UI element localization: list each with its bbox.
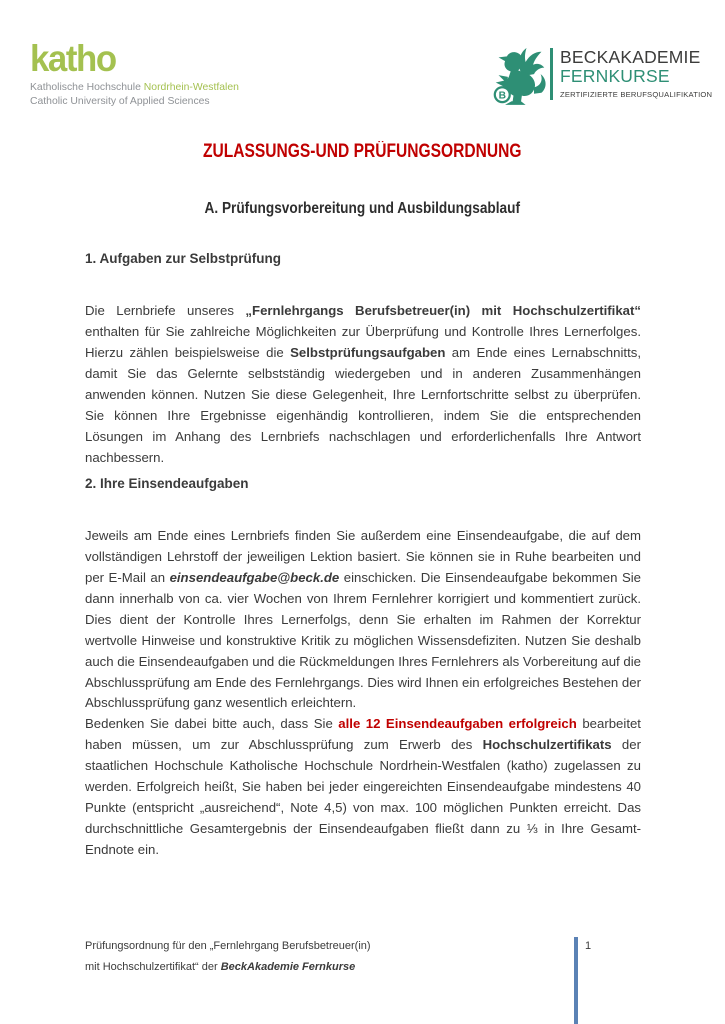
- text-run: einschicken. Die Einsendeaufgabe bekommen Sie dann innerhalb von ca. vier Wochen von Ihrem Fernlehrer korrigiert und kommentiert zurück. Dies dient der Kontrolle Ihres Lernerfolgs, denn Sie erhalten im Rahmen der Korrektur wertvolle Hinweise und konstruktive Kritik zu möglichen Wissensdefiziten. Nutzen Sie deshalb auch die Einsendeaufgaben und die Rückmeldungen Ihres Fernlehrers als Vorbereitung auf die Abschlussprüfung am Ende des Fernlehrgangs. Dies wird Ihnen ein erfolgreiches Bestehen der Abschlussprüfung ganz wesentlich erleichtern.: [85, 570, 642, 711]
- section-a-title: A. Prüfungsvorbereitung und Ausbildungsablauf: [204, 200, 521, 217]
- katho-subline-en: Catholic University of Applied Sciences: [30, 96, 210, 107]
- text-run: bearbeitet haben müssen, um zur Abschlussprüfung zum Erwerb des: [85, 716, 641, 753]
- paragraph-1: [85, 301, 641, 468]
- text-run: der staatlichen Hochschule Katholische Hochschule Nordrhein-Westfalen (katho) zugelassen zu werden. Erfolgreich heißt, Sie haben bei jeder eingereichten Einsendeaufgabe mindestens 40 Punkte (entspricht „ausreichend“, Note 4,5) von max. 100 möglichen Punkten erreicht. Das durchschnittliche Gesamtergebnis der Einsendeaufgaben fließt dann zu ⅓ in Ihre Gesamt-Endnote ein.: [85, 737, 641, 857]
- text-run: Bedenken Sie dabei bitte auch, dass Sie: [85, 716, 339, 732]
- footer-line1: Prüfungsordnung für den „Fernlehrgang Berufsbetreuer(in): [85, 940, 371, 952]
- katho-subline: [30, 81, 239, 109]
- beck-name: BECKAKADEMIE: [560, 47, 701, 67]
- footer-line2-prefix: mit Hochschulzertifikat“ der: [85, 960, 221, 973]
- footer-brand: BeckAkademie Fernkurse: [220, 960, 356, 973]
- text-run: „Fernlehrgangs Berufsbetreuer(in) mit Hochschulzertifikat“: [245, 303, 642, 319]
- section-2-heading: 2. Ihre Einsendeaufgaben: [85, 476, 249, 491]
- footer-text: [85, 936, 371, 977]
- beck-logo-text: [560, 46, 712, 99]
- beck-fernkurse: FERNKURSE: [560, 66, 670, 86]
- text-run: am Ende eines Lernabschnitts, damit Sie das Gelernte selbstständig wiedergeben und in anderen Zusammenhängen anwenden können. Nutzen Sie diese Gelegenheit, Ihre Lernfortschritte selbst zu überprüfen. Sie können Ihre Ergebnisse eigenhändig kontrollieren, indem Sie die entsprechenden Lösungen im Anhang des Lernbriefs nachschlagen und erforderlichenfalls Ihre Antwort nachbessern.: [85, 345, 641, 465]
- page-number: 1: [585, 940, 592, 952]
- text-run: Selbstprüfungsaufgaben: [290, 345, 446, 360]
- text-run: einsendeaufgabe@beck.de: [169, 570, 340, 585]
- paragraph-2: [85, 526, 641, 714]
- katho-subline-gray: Katholische Hochschule: [30, 82, 144, 93]
- beck-monogram: B: [498, 90, 506, 102]
- beck-tagline: ZERTIFIZIERTE BERUFSQUALIFIKATION: [560, 90, 713, 99]
- text-run: enthalten für Sie zahlreiche Möglichkeiten zur Überprüfung und Kontrolle Ihres Lernerfolges. Hierzu zählen beispielsweise die: [85, 324, 641, 360]
- text-run: alle 12 Einsendeaufgaben erfolgreich: [338, 716, 577, 732]
- text-run: Die Lernbriefe unseres: [85, 303, 246, 319]
- katho-logo: [30, 38, 239, 109]
- text-run: Jeweils am Ende eines Lernbriefs finden Sie außerdem eine Einsendeaufgabe, die auf dem vollständigen Lehrstoff der jeweiligen Lektion basiert. Sie können sie in Ruhe bearbeiten und per E-Mail an: [85, 528, 641, 585]
- katho-wordmark: katho: [30, 38, 116, 79]
- beckakademie-logo: [492, 46, 712, 106]
- katho-subline-green: Nordrhein-Westfalen: [143, 82, 239, 93]
- griffin-icon: [492, 46, 548, 106]
- page-title: ZULASSUNGS-UND PRÜFUNGSORDNUNG: [203, 141, 522, 162]
- footer-accent-bar: [574, 937, 578, 1024]
- beck-logo-divider: [550, 48, 553, 100]
- text-run: Hochschulzertifikats: [482, 737, 612, 753]
- section-1-heading: 1. Aufgaben zur Selbstprüfung: [85, 251, 282, 266]
- paragraph-3: [85, 714, 641, 860]
